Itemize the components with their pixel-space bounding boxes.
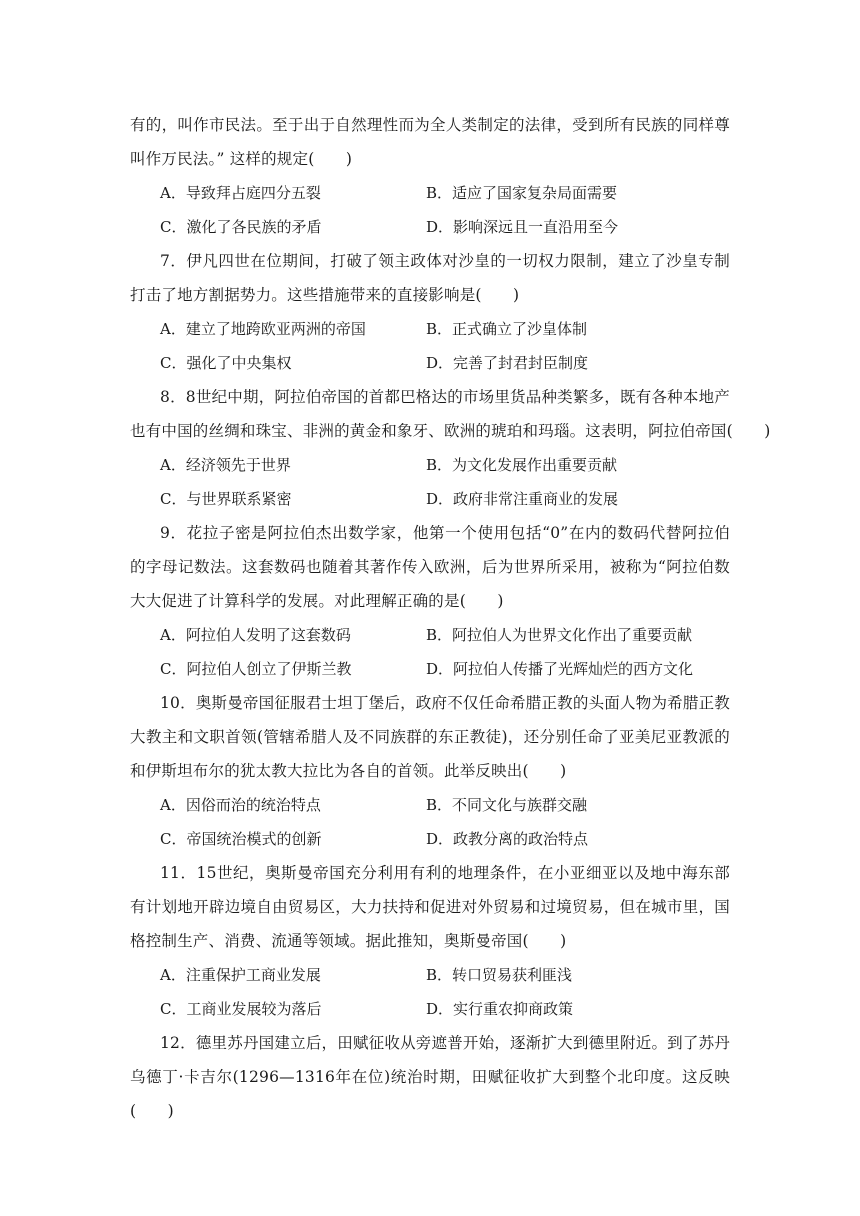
options-row [130,312,730,346]
options-row [130,618,730,652]
option-a: A．建立了地跨欧亚两洲的帝国 [160,320,366,338]
option-d: D．政府非常注重商业的发展 [426,490,619,508]
option-a: A．注重保护工商业发展 [160,966,321,984]
question-10 [130,686,730,856]
options-row [130,992,730,1026]
question-11 [130,856,730,1026]
option-b: B．正式确立了沙皇体制 [426,320,588,338]
question-text-line: 大教主和文职首领(管辖希腊人及不同族群的东正教徒)，还分别任命了亚美尼亚教派的 [130,728,730,746]
option-a: A．经济领先于世界 [160,456,291,474]
options-row [130,346,730,380]
exam-page [130,108,771,1128]
question-7 [130,244,730,380]
options-row [130,482,730,516]
question-text-line: 8．8世纪中期，阿拉伯帝国的首都巴格达的市场里货品种类繁多，既有各种本地产 [160,388,730,406]
option-d: D．政教分离的政治特点 [426,830,589,848]
question-6 [130,108,730,244]
question-text-line: 7．伊凡四世在位期间，打破了领主政体对沙皇的一切权力限制，建立了沙皇专制 [160,252,730,270]
option-b: B．阿拉伯人为世界文化作出了重要贡献 [426,626,693,644]
question-text-line: 打击了地方割据势力。这些措施带来的直接影响是( ) [130,286,520,304]
question-12 [130,1026,730,1128]
question-text-line: 11．15世纪，奥斯曼帝国充分利用有利的地理条件，在小亚细亚以及地中海东部 [160,864,730,882]
question-text-line: 乌德丁·卡吉尔(1296—1316年在位)统治时期，田赋征收扩大到整个北印度。这反映 [130,1068,730,1086]
question-text-line: 9．花拉子密是阿拉伯杰出数学家，他第一个使用包括“0”在内的数码代替阿拉伯 [160,524,730,542]
option-d: D．实行重农抑商政策 [426,1000,574,1018]
question-9 [130,516,730,686]
option-c: C．强化了中央集权 [160,354,292,372]
question-text-line: 叫作万民法。” 这样的规定( ) [130,150,353,168]
option-b: B．不同文化与族群交融 [426,796,588,814]
option-a: A．因俗而治的统治特点 [160,796,321,814]
option-b: B．适应了国家复杂局面需要 [426,184,618,202]
option-b: B．转口贸易获利匪浅 [426,966,573,984]
question-8 [130,380,771,516]
options-row [130,176,730,210]
option-c: C．帝国统治模式的创新 [160,830,322,848]
question-text-line: ( ) [130,1102,174,1120]
option-d: D．影响深远且一直沿用至今 [426,218,619,236]
option-c: C．阿拉伯人创立了伊斯兰教 [160,660,352,678]
question-text-line: 有计划地开辟边境自由贸易区，大力扶持和促进对外贸易和过境贸易，但在城市里，国 [130,898,730,916]
question-text-line: 和伊斯坦布尔的犹太教大拉比为各自的首领。此举反映出( ) [130,762,567,780]
options-row [130,958,730,992]
option-d: D．完善了封君封臣制度 [426,354,589,372]
options-row [130,652,730,686]
option-a: A．阿拉伯人发明了这套数码 [160,626,351,644]
option-d: D．阿拉伯人传播了光辉灿烂的西方文化 [426,660,694,678]
option-a: A．导致拜占庭四分五裂 [160,184,321,202]
question-text-line: 格控制生产、消费、流通等领域。据此推知，奥斯曼帝国( ) [130,932,567,950]
option-b: B．为文化发展作出重要贡献 [426,456,618,474]
question-text-line: 12．德里苏丹国建立后，田赋征收从旁遮普开始，逐渐扩大到德里附近。到了苏丹 [160,1034,730,1052]
question-text-line: 大大促进了计算科学的发展。对此理解正确的是( ) [130,592,504,610]
options-row [130,448,730,482]
question-text-line: 有的，叫作市民法。至于出于自然理性而为全人类制定的法律，受到所有民族的同样尊 [130,116,730,134]
options-row [130,788,730,822]
option-c: C．工商业发展较为落后 [160,1000,322,1018]
question-text-line: 也有中国的丝绸和珠宝、非洲的黄金和象牙、欧洲的琥珀和玛瑙。这表明，阿拉伯帝国( ) [130,422,771,440]
options-row [130,822,730,856]
option-c: C．与世界联系紧密 [160,490,292,508]
option-c: C．激化了各民族的矛盾 [160,218,322,236]
question-text-line: 的字母记数法。这套数码也随着其著作传入欧洲，后为世界所采用，被称为“阿拉伯数 [130,558,730,576]
question-text-line: 10．奥斯曼帝国征服君士坦丁堡后，政府不仅任命希腊正教的头面人物为希腊正教 [160,694,730,712]
options-row [130,210,730,244]
